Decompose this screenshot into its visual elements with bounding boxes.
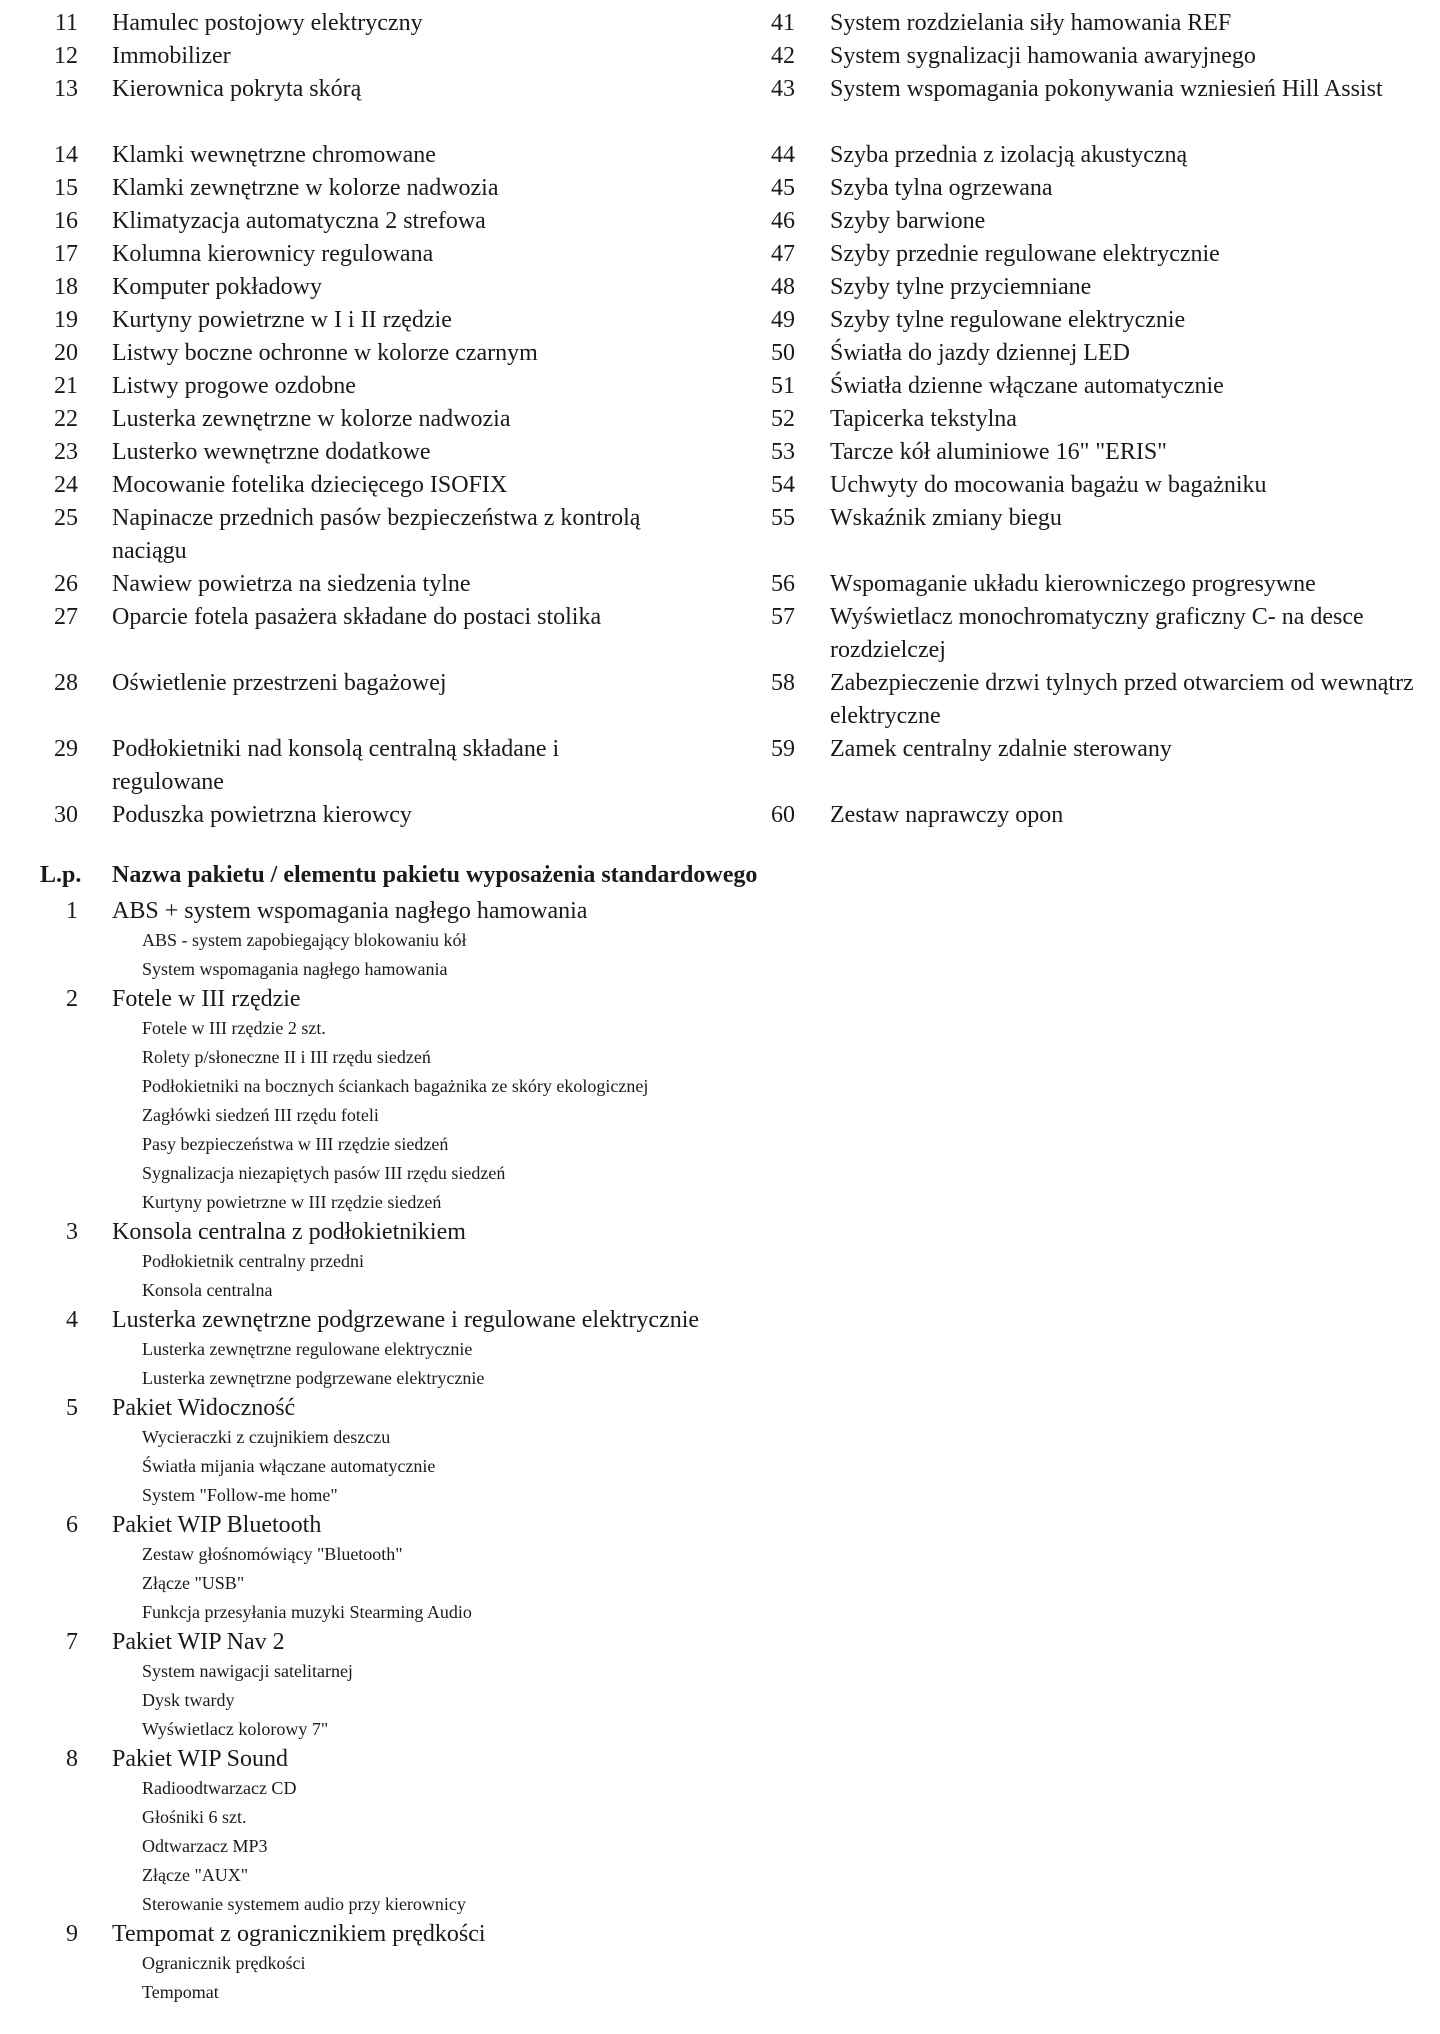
package-subitem: Wycieraczki z czujnikiem deszczu	[142, 1427, 391, 1447]
package-number: 5	[66, 1395, 78, 1421]
list-item	[757, 139, 1427, 172]
package-name: Lusterka zewnętrzne podgrzewane i regulowane elektrycznie	[112, 1307, 700, 1333]
package-subitem: Zestaw głośnomówiący "Bluetooth"	[142, 1544, 403, 1564]
package-subitem: System wspomagania nagłego hamowania	[142, 959, 448, 979]
package-subitem: Sterowanie systemem audio przy kierownicy	[142, 1894, 466, 1914]
item-text: Szyba przednia z izolacją akustyczną	[830, 142, 1188, 168]
list-item	[757, 304, 1427, 337]
item-number: 49	[771, 307, 795, 333]
item-text: Tarcze kół aluminiowe 16" "ERIS"	[830, 439, 1167, 465]
package-subitem: Kurtyny powietrzne w III rzędzie siedzeń	[142, 1192, 442, 1212]
item-number: 58	[771, 670, 795, 696]
item-text: Zabezpieczenie drzwi tylnych przed otwarciem od wewnątrz elektryczne	[830, 670, 1414, 729]
item-text: Listwy boczne ochronne w kolorze czarnym	[112, 340, 538, 366]
package-subitem: Złącze "USB"	[142, 1573, 245, 1593]
item-number: 16	[54, 208, 78, 234]
item-text: Szyby tylne regulowane elektrycznie	[830, 307, 1186, 333]
item-number: 30	[54, 802, 78, 828]
list-item	[757, 403, 1427, 436]
package-subitem: Lusterka zewnętrzne podgrzewane elektrycznie	[142, 1368, 485, 1388]
item-number: 54	[771, 472, 795, 498]
packages-column-header: Nazwa pakietu / elementu pakietu wyposażenia standardowego	[112, 862, 758, 888]
list-item	[40, 73, 720, 139]
package-subitem: Lusterka zewnętrzne regulowane elektrycznie	[142, 1339, 473, 1359]
item-number: 17	[54, 241, 78, 267]
list-item	[757, 469, 1427, 502]
item-text: Klamki wewnętrzne chromowane	[112, 142, 436, 168]
package-subitem: Ogranicznik prędkości	[142, 1953, 306, 1973]
item-text: Klamki zewnętrzne w kolorze nadwozia	[112, 175, 499, 201]
list-item	[40, 40, 720, 73]
package-subitem: Tempomat	[142, 1982, 219, 2002]
package-subitem: Odtwarzacz MP3	[142, 1836, 268, 1856]
item-number: 14	[54, 142, 78, 168]
package-row	[40, 1305, 1040, 1335]
package-subitem: Podłokietnik centralny przedni	[142, 1251, 364, 1271]
list-item	[757, 568, 1427, 601]
list-item	[40, 733, 660, 799]
item-number: 50	[771, 340, 795, 366]
package-subitem: Złącze "AUX"	[142, 1865, 249, 1885]
package-row	[40, 1393, 1040, 1423]
item-number: 18	[54, 274, 78, 300]
package-name: Pakiet Widoczność	[112, 1395, 296, 1421]
list-item	[40, 667, 720, 733]
list-item	[40, 172, 720, 205]
item-text: Szyba tylna ogrzewana	[830, 175, 1053, 201]
item-text: Hamulec postojowy elektryczny	[112, 10, 423, 36]
item-text: Oparcie fotela pasażera składane do postaci stolika	[112, 604, 602, 630]
package-subitem: ABS - system zapobiegający blokowaniu kół	[142, 930, 467, 950]
item-number: 57	[771, 604, 795, 630]
package-number: 6	[66, 1512, 78, 1538]
packages-header	[40, 860, 1040, 890]
item-number: 27	[54, 604, 78, 630]
package-number: 7	[66, 1629, 78, 1655]
item-text: Wskaźnik zmiany biegu	[830, 505, 1062, 531]
package-number: 8	[66, 1746, 78, 1772]
list-item	[40, 337, 720, 370]
package-number: 3	[66, 1219, 78, 1245]
item-text: Wspomaganie układu kierowniczego progresywne	[830, 571, 1316, 597]
item-number: 53	[771, 439, 795, 465]
item-number: 15	[54, 175, 78, 201]
package-number: 1	[66, 898, 78, 924]
item-number: 21	[54, 373, 78, 399]
list-item	[757, 370, 1427, 403]
list-item	[757, 73, 1427, 139]
item-number: 41	[771, 10, 795, 36]
list-item	[40, 271, 720, 304]
item-text: Szyby przednie regulowane elektrycznie	[830, 241, 1220, 267]
list-item	[757, 337, 1427, 370]
item-number: 60	[771, 802, 795, 828]
package-row	[40, 896, 1040, 926]
list-item	[757, 799, 1427, 832]
item-text: System wspomagania pokonywania wzniesień Hill Assist	[830, 76, 1383, 102]
list-item	[40, 304, 720, 337]
item-number: 24	[54, 472, 78, 498]
package-row	[40, 1744, 1040, 1774]
list-item	[40, 469, 720, 502]
list-item	[757, 7, 1427, 40]
item-number: 25	[54, 505, 78, 531]
item-number: 59	[771, 736, 795, 762]
item-number: 19	[54, 307, 78, 333]
item-number: 52	[771, 406, 795, 432]
item-text: Poduszka powietrzna kierowcy	[112, 802, 412, 828]
item-text: Uchwyty do mocowania bagażu w bagażniku	[830, 472, 1267, 498]
list-item	[40, 502, 660, 568]
list-item	[757, 436, 1427, 469]
package-subitem: Fotele w III rzędzie 2 szt.	[142, 1018, 326, 1038]
list-item	[40, 370, 720, 403]
item-number: 28	[54, 670, 78, 696]
item-text: Kierownica pokryta skórą	[112, 76, 362, 102]
item-number: 22	[54, 406, 78, 432]
item-text: Komputer pokładowy	[112, 274, 322, 300]
list-item	[40, 139, 720, 172]
item-text: Immobilizer	[112, 43, 231, 69]
item-text: Napinacze przednich pasów bezpieczeństwa z kontrolą naciągu	[112, 505, 641, 564]
list-item	[757, 601, 1427, 667]
item-text: Zamek centralny zdalnie sterowany	[830, 736, 1172, 762]
list-item	[757, 502, 1427, 568]
package-subitem: Światła mijania włączane automatycznie	[142, 1456, 436, 1476]
list-item	[757, 733, 1427, 799]
item-text: Kolumna kierownicy regulowana	[112, 241, 434, 267]
item-text: Klimatyzacja automatyczna 2 strefowa	[112, 208, 486, 234]
item-number: 23	[54, 439, 78, 465]
item-number: 55	[771, 505, 795, 531]
package-name: Fotele w III rzędzie	[112, 986, 301, 1012]
item-number: 45	[771, 175, 795, 201]
package-subitem: System "Follow-me home"	[142, 1485, 338, 1505]
list-item	[757, 667, 1427, 733]
item-text: Światła dzienne włączane automatycznie	[830, 373, 1224, 399]
item-text: Mocowanie fotelika dziecięcego ISOFIX	[112, 472, 508, 498]
package-subitem: Funkcja przesyłania muzyki Stearming Audio	[142, 1602, 472, 1622]
list-item	[40, 238, 720, 271]
packages-list	[40, 896, 1040, 2007]
package-subitem: Sygnalizacja niezapiętych pasów III rzędu siedzeń	[142, 1163, 506, 1183]
package-subitem: Głośniki 6 szt.	[142, 1807, 247, 1827]
item-text: Światła do jazdy dziennej LED	[830, 340, 1130, 366]
package-name: Tempomat z ogranicznikiem prędkości	[112, 1921, 486, 1947]
package-subitem: Dysk twardy	[142, 1690, 235, 1710]
package-subitem: Rolety p/słoneczne II i III rzędu siedzeń	[142, 1047, 431, 1067]
lp-column-header: L.p.	[40, 862, 82, 888]
list-item	[40, 799, 720, 832]
item-number: 46	[771, 208, 795, 234]
package-name: Pakiet WIP Nav 2	[112, 1629, 285, 1655]
package-name: ABS + system wspomagania nagłego hamowania	[112, 898, 588, 924]
package-number: 9	[66, 1921, 78, 1947]
item-text: Zestaw naprawczy opon	[830, 802, 1064, 828]
item-text: Oświetlenie przestrzeni bagażowej	[112, 670, 447, 696]
item-number: 42	[771, 43, 795, 69]
item-number: 12	[54, 43, 78, 69]
item-text: Szyby tylne przyciemniane	[830, 274, 1092, 300]
equipment-list-right	[757, 7, 1427, 832]
package-row	[40, 1627, 1040, 1657]
item-number: 51	[771, 373, 795, 399]
list-item	[757, 238, 1427, 271]
item-text: Wyświetlacz monochromatyczny graficzny C- na desce rozdzielczej	[830, 604, 1364, 663]
package-name: Pakiet WIP Sound	[112, 1746, 289, 1772]
item-number: 48	[771, 274, 795, 300]
item-text: Lusterko wewnętrzne dodatkowe	[112, 439, 431, 465]
item-number: 47	[771, 241, 795, 267]
list-item	[757, 40, 1427, 73]
item-text: Tapicerka tekstylna	[830, 406, 1017, 432]
item-text: Listwy progowe ozdobne	[112, 373, 356, 399]
package-subitem: Pasy bezpieczeństwa w III rzędzie siedzeń	[142, 1134, 449, 1154]
list-item	[757, 205, 1427, 238]
item-number: 11	[54, 10, 78, 36]
package-number: 2	[66, 986, 78, 1012]
item-number: 29	[54, 736, 78, 762]
item-text: Lusterka zewnętrzne w kolorze nadwozia	[112, 406, 511, 432]
item-number: 43	[771, 76, 795, 102]
item-number: 20	[54, 340, 78, 366]
item-text: Kurtyny powietrzne w I i II rzędzie	[112, 307, 452, 333]
list-item	[40, 568, 720, 601]
package-row	[40, 1217, 1040, 1247]
list-item	[757, 172, 1427, 205]
item-text: System sygnalizacji hamowania awaryjnego	[830, 43, 1256, 69]
package-subitem: Konsola centralna	[142, 1280, 273, 1300]
package-subitem: Zagłówki siedzeń III rzędu foteli	[142, 1105, 379, 1125]
item-number: 56	[771, 571, 795, 597]
list-item	[757, 271, 1427, 304]
list-item	[40, 403, 720, 436]
package-name: Pakiet WIP Bluetooth	[112, 1512, 322, 1538]
item-text: System rozdzielania siły hamowania REF	[830, 10, 1232, 36]
package-row	[40, 1510, 1040, 1540]
equipment-list-left	[40, 7, 720, 832]
package-subitem: System nawigacji satelitarnej	[142, 1661, 353, 1681]
package-row	[40, 1919, 1040, 1949]
item-text: Nawiew powietrza na siedzenia tylne	[112, 571, 471, 597]
package-name: Konsola centralna z podłokietnikiem	[112, 1219, 466, 1245]
item-number: 44	[771, 142, 795, 168]
item-number: 26	[54, 571, 78, 597]
list-item	[40, 436, 720, 469]
list-item	[40, 7, 720, 40]
package-subitem: Radioodtwarzacz CD	[142, 1778, 297, 1798]
item-number: 13	[54, 76, 78, 102]
package-number: 4	[66, 1307, 78, 1333]
package-row	[40, 984, 1040, 1014]
list-item	[40, 601, 720, 667]
package-subitem: Podłokietniki na bocznych ściankach bagażnika ze skóry ekologicznej	[142, 1076, 649, 1096]
list-item	[40, 205, 720, 238]
package-subitem: Wyświetlacz kolorowy 7"	[142, 1719, 329, 1739]
item-text: Szyby barwione	[830, 208, 986, 234]
item-text: Podłokietniki nad konsolą centralną składane i regulowane	[112, 736, 560, 795]
